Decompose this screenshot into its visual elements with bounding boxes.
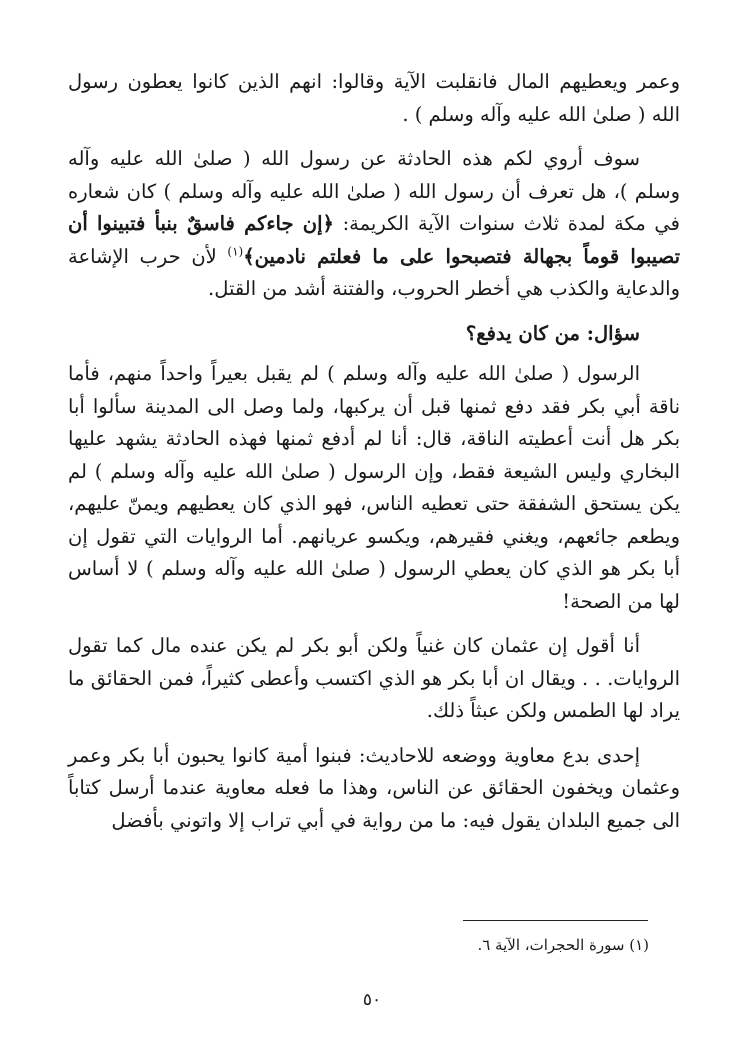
- quran-verse: ﴿إن جاءكم فاسقٌ بنبأ فتبينوا أن تصيبوا قوماً بجهالة فتصبحوا على ما فعلتم نادمين﴾: [68, 212, 680, 268]
- footnote-divider: [463, 920, 648, 921]
- page-body: [68, 66, 680, 849]
- footnote: (١) سورة الحجرات، الآية ٦.: [477, 936, 649, 954]
- page-number: ٥٠: [362, 990, 382, 1010]
- paragraph-2-start: سوف أروي لكم هذه الحادثة عن رسول الله ( صلیٰ الله عليه وآله وسلم )، هل تعرف أن رسول الله ( صلیٰ الله عليه وآله وسلم ) كان شعاره في مكة لمدة ثلاث سنوات الآية الكريمة:: [68, 147, 680, 235]
- footnote-marker: (١): [227, 244, 244, 258]
- paragraph-3: الرسول ( صلیٰ الله عليه وآله وسلم ) لم يقبل بعيراً واحداً منهم، فأما ناقة أبي بكر فقد دفع ثمنها قبل أن يركبها، ولما وصل الى المدينة سألوا أبا بكر هل أنت أعطيته الناقة، قال: أنا لم أدفع ثمنها فهذه الحادثة يشهد عليها البخاري وليس الشيعة فقط، وإن الرسول ( صلیٰ الله عليه وآله وسلم ) لم يكن يستحق الشفقة حتى تعطيه الناس، فهو الذي كان يعطيهم ويمنّ عليهم، ويطعم جائعهم، ويغني فقيرهم، ويكسو عريانهم. أما الروايات التي تقول إن أبا بكر هو الذي كان يعطي الرسول ( صلیٰ الله عليه وآله وسلم ) لا أساس لها من الصحة!: [68, 362, 680, 613]
- paragraph-2: [68, 143, 680, 306]
- paragraph-4: أنا أقول إن عثمان كان غنياً ولكن أبو بكر لم يكن عنده مال كما تقول الروايات. . . ويقال ان أبا بكر هو الذي اكتسب وأعطى كثيراً، فمن الحقائق ما يراد لها الطمس ولكن عبثاً ذلك.: [68, 634, 680, 722]
- paragraph-2-end: لأن حرب الإشاعة والدعاية والكذب هي أخطر الحروب، والفتنة أشد من القتل.: [68, 244, 680, 300]
- paragraph-5: إحدى بدع معاوية ووضعه للاحاديث: فبنوا أمية كانوا يحبون أبا بكر وعمر وعثمان ويخفون الحقائق عن الناس، وهذا ما فعله معاوية عندما أرسل كتاباً الى جميع البلدان يقول فيه: ما من رواية في أبي تراب إلا واتوني بأفضل: [68, 743, 680, 832]
- question-heading: سؤال: من كان يدفع؟: [465, 321, 640, 345]
- paragraph-1: وعمر ويعطيهم المال فانقلبت الآية وقالوا: انهم الذين كانوا يعطون رسول الله ( صلیٰ الله عليه وآله وسلم ) .: [68, 70, 680, 126]
